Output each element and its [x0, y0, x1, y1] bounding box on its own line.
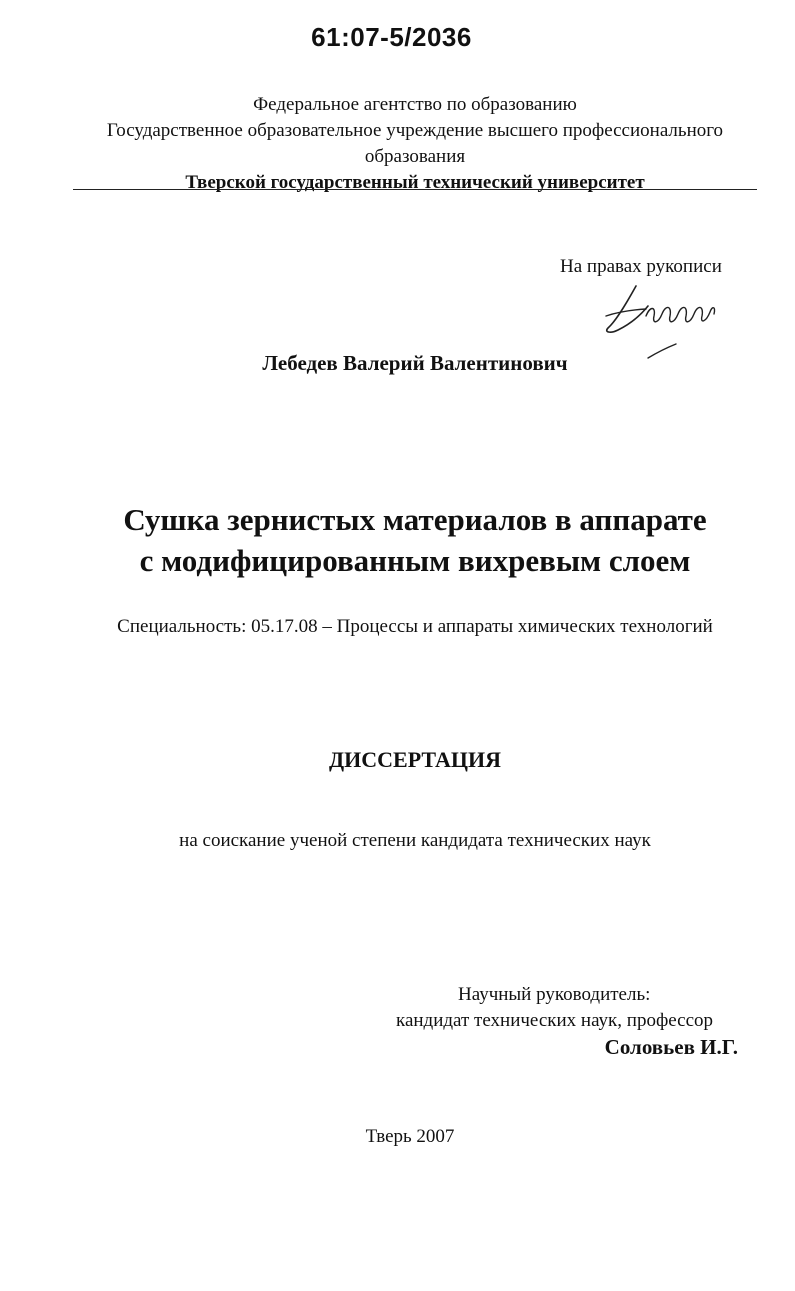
institution-name-line2: образования: [364, 146, 466, 167]
supervisor-name: Соловьев И.Г.: [604, 1035, 738, 1059]
supervisor-block: [380, 982, 740, 1060]
title-line2: с модифицированным вихревым слоем: [139, 543, 691, 578]
agency-name: Федеральное агентство по образованию: [253, 94, 577, 115]
author-name: Лебедев Валерий Валентинович: [262, 351, 568, 375]
supervisor-label: Научный руководитель:: [458, 984, 651, 1005]
university-name: Тверской государственный технический университет: [185, 172, 645, 193]
document-type-heading: ДИССЕРТАЦИЯ: [329, 747, 501, 772]
specialty-line: Специальность: 05.17.08 – Процессы и аппараты химических технологий: [117, 616, 713, 637]
title-line1: Сушка зернистых материалов в аппарате: [123, 502, 707, 537]
place-and-year: Тверь 2007: [365, 1126, 455, 1147]
institution-header: [70, 92, 760, 196]
institution-name-line1: Государственное образовательное учреждение высшего профессионального: [106, 120, 724, 141]
degree-line: на соискание ученой степени кандидата технических наук: [179, 830, 651, 851]
supervisor-title: кандидат технических наук, профессор: [396, 1010, 714, 1031]
dissertation-title: [40, 499, 790, 581]
manuscript-note: На правах рукописи: [560, 256, 722, 277]
header-divider: [73, 189, 757, 190]
catalog-number: 61:07-5/2036: [311, 22, 472, 52]
